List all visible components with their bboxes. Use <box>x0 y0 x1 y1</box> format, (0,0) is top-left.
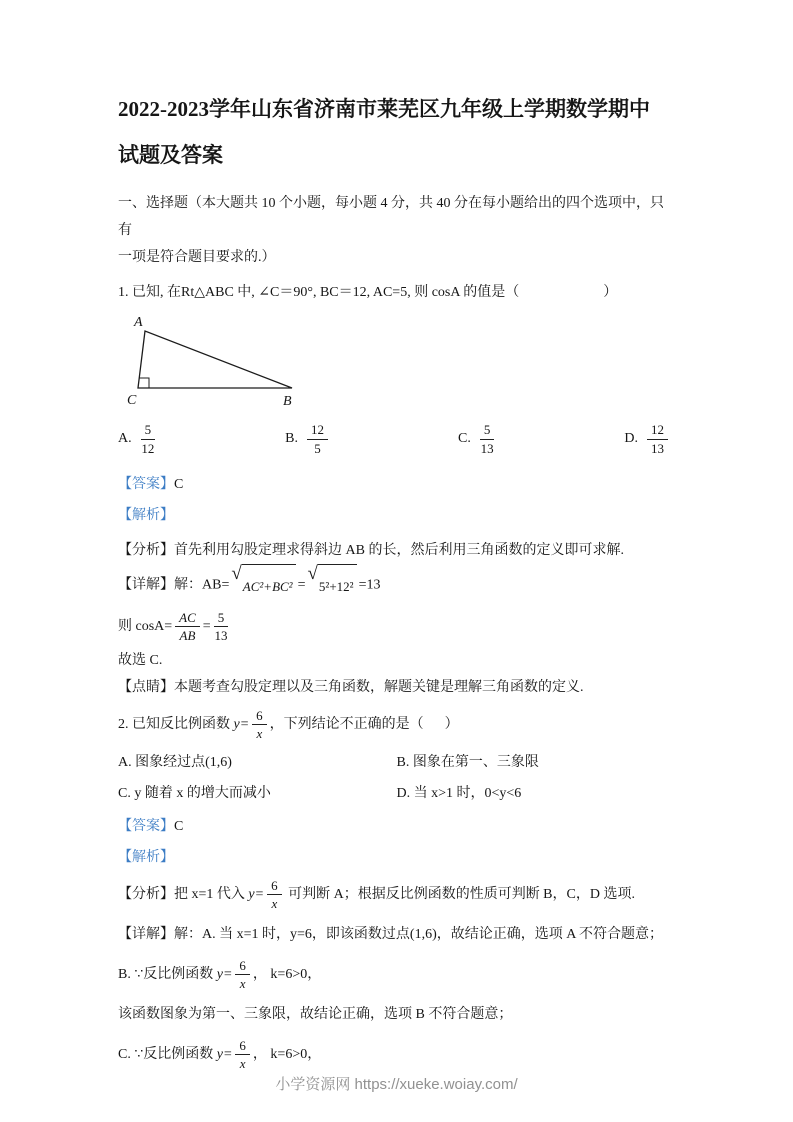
q2-stem-suffix: ，下列结论不正确的是（ ） <box>269 717 459 732</box>
fraction-denominator: 13 <box>214 628 228 644</box>
q2-detail-c <box>118 1035 675 1075</box>
right-angle-mark <box>139 378 149 388</box>
q2-detail-b-prefix: B. ∵反比例函数 <box>118 967 217 982</box>
triangle-shape <box>138 331 292 388</box>
q1-options <box>118 417 671 461</box>
question-1 <box>118 279 675 701</box>
q2-stem <box>118 705 675 745</box>
title-line-1: 2022-2023学年山东省济南市莱芜区九年级上学期数学期中 <box>118 97 650 121</box>
vertex-label-c: C <box>127 393 137 408</box>
fraction-numerator: AC <box>175 610 200 628</box>
fraction <box>214 610 229 644</box>
vertex-label-a: A <box>134 315 143 330</box>
answer-value: C <box>174 819 184 834</box>
fraction-denominator: AB <box>179 628 196 644</box>
fraction-numerator: 5 <box>480 422 495 440</box>
q1-detail-line <box>118 564 675 607</box>
fraction-denominator: x <box>239 976 246 992</box>
page-footer: 小学资源网 https://xueke.woiay.com/ <box>275 1076 518 1093</box>
fraction-numerator: 6 <box>235 1038 250 1056</box>
jiexi-label: 【解析】 <box>118 508 174 523</box>
fraction-denominator: 13 <box>650 440 664 456</box>
radicand: 5²+12² <box>318 564 357 607</box>
q2-fenxi-y: y= <box>248 887 265 902</box>
q1-detail-mid: = <box>297 577 306 593</box>
q1-cos-prefix: 则 cosA= <box>118 619 173 634</box>
section-line-2: 一项是符合题目要求的.） <box>118 250 276 265</box>
q2-detail-a: 【详解】解：A. 当 x=1 时，y=6，即该函数过点(1,6)，故结论正确，选项 A 不符合题意； <box>118 927 664 942</box>
q2-option-b: B. 图象在第一、三象限 <box>396 755 539 770</box>
q1-option-a <box>118 422 158 456</box>
answer-label: 【答案】 <box>118 477 174 492</box>
page-title <box>118 86 675 178</box>
fraction <box>267 878 282 912</box>
q2-detail-b-y: y= <box>216 967 233 982</box>
q1-stem: 1. 已知, 在Rt△ABC 中, ∠C＝90°, BC＝12, AC=5, 则 cosA 的值是（ ） <box>118 285 618 300</box>
answer-label: 【答案】 <box>118 819 174 834</box>
q2-option-a: A. 图象经过点(1,6) <box>118 755 232 770</box>
q2-stem-prefix: 2. 已知反比例函数 <box>118 717 234 732</box>
fraction <box>235 1038 250 1072</box>
sqrt-expression <box>307 564 356 607</box>
fraction-numerator: 6 <box>267 878 282 896</box>
question-2 <box>118 705 675 1075</box>
q2-answer-line <box>118 813 675 840</box>
fraction-numerator: 12 <box>307 422 328 440</box>
fraction-numerator: 6 <box>252 708 267 726</box>
q1-cos-mid: = <box>202 619 211 634</box>
fraction <box>480 422 495 456</box>
q1-triangle-diagram <box>126 314 675 413</box>
q1-jiexi-label <box>118 502 675 529</box>
fraction <box>141 422 156 456</box>
radical-sign: √ <box>231 563 242 584</box>
fraction <box>252 708 267 742</box>
q2-detail-b-suffix: ， k=6>0， <box>252 967 322 982</box>
radicand: AC²+BC² <box>242 564 296 607</box>
sqrt-expression <box>231 564 295 607</box>
fraction-numerator: 5 <box>141 422 156 440</box>
fraction-denominator: 12 <box>141 440 155 456</box>
fraction-numerator: 12 <box>647 422 668 440</box>
fraction <box>307 422 328 456</box>
q1-option-c <box>458 422 497 456</box>
q2-options <box>118 747 675 809</box>
q1-answer-line <box>118 471 675 498</box>
option-label: A. <box>118 431 132 446</box>
q2-detail-c-suffix: ， k=6>0， <box>252 1047 322 1062</box>
fraction <box>175 610 200 644</box>
option-label: B. <box>285 431 298 446</box>
q1-option-b <box>285 422 331 456</box>
radical-sign: √ <box>307 563 318 584</box>
q2-detail-b <box>118 955 675 995</box>
fraction <box>647 422 668 456</box>
q2-stem-y: y= <box>233 717 250 732</box>
q2-detail-c-prefix: C. ∵反比例函数 <box>118 1047 217 1062</box>
fraction-denominator: x <box>271 896 278 912</box>
fraction-denominator: 5 <box>314 440 321 456</box>
section-header <box>118 190 675 271</box>
triangle-svg <box>126 314 304 408</box>
vertex-label-b: B <box>283 394 292 408</box>
q1-detail-prefix: 【详解】解：AB= <box>118 577 230 593</box>
q2-fenxi <box>118 875 675 915</box>
q2-fenxi-suffix: 可判断 A；根据反比例函数的性质可判断 B，C，D 选项. <box>284 887 635 902</box>
fraction-denominator: 13 <box>480 440 494 456</box>
q2-detail-c-y: y= <box>216 1047 233 1062</box>
q2-detail-b2: 该函数图象为第一、三象限，故结论正确，选项 B 不符合题意； <box>118 1007 513 1022</box>
title-line-2: 试题及答案 <box>118 143 223 167</box>
q1-cos-line <box>118 607 675 647</box>
fraction-denominator: x <box>256 726 263 742</box>
jiexi-label: 【解析】 <box>118 850 174 865</box>
q2-jiexi-label <box>118 844 675 871</box>
option-label: D. <box>624 431 638 446</box>
q1-detail-suffix: =13 <box>358 577 381 593</box>
q2-option-d: D. 当 x>1 时，0<y<6 <box>396 786 522 801</box>
fraction-numerator: 6 <box>235 958 250 976</box>
q2-option-c: C. y 随着 x 的增大而减小 <box>118 786 271 801</box>
answer-value: C <box>174 477 184 492</box>
q1-fenxi: 【分析】首先利用勾股定理求得斜边 AB 的长，然后利用三角函数的定义即可求解. <box>118 543 624 558</box>
fraction-numerator: 5 <box>214 610 229 628</box>
fraction <box>235 958 250 992</box>
option-label: C. <box>458 431 471 446</box>
q1-option-d <box>624 422 671 456</box>
q1-dianjing: 【点睛】本题考查勾股定理以及三角函数，解题关键是理解三角函数的定义. <box>118 680 584 695</box>
section-line-1: 一、选择题（本大题共 10 个小题，每小题 4 分，共 40 分在每小题给出的四个选项中，只有 <box>118 196 664 238</box>
fraction-denominator: x <box>239 1056 246 1072</box>
q1-conclusion: 故选 C. <box>118 653 163 668</box>
q2-fenxi-prefix: 【分析】把 x=1 代入 <box>118 887 249 902</box>
